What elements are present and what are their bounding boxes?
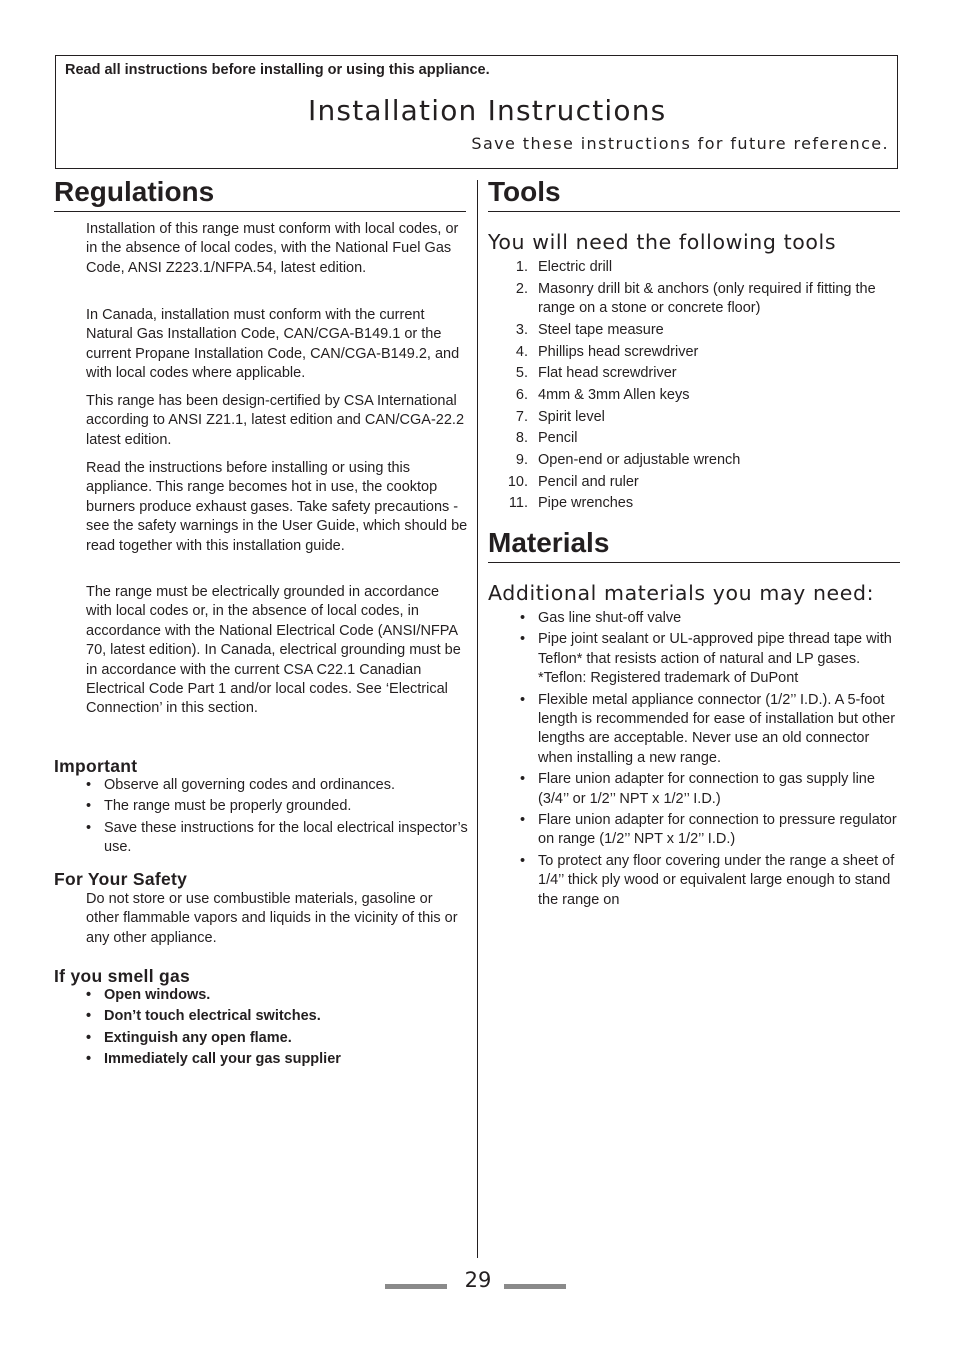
regulations-paragraph: Read the instructions before installing or using this appliance. This range becomes hot in use, the cooktop burners produce exhaust gases. Take safety precautions - see the safety warnings in the User Guide, which should be read together with this installation guide. bbox=[86, 460, 468, 554]
footer-bar-left bbox=[385, 1284, 447, 1289]
list-item: • Extinguish any open flame. bbox=[86, 1029, 468, 1048]
materials-title: Materials bbox=[488, 526, 900, 563]
list-item: • Flexible metal appliance connector (1/2’’ I.D.). A 5-foot length is recommended for ease of installation but other lengths are acceptable. Never use an old connector when installing a new range. bbox=[520, 691, 900, 769]
list-item: 5. Flat head screwdriver bbox=[515, 365, 677, 382]
page-number: 29 bbox=[464, 1268, 492, 1292]
list-item: • Observe all governing codes and ordinances. bbox=[86, 776, 468, 795]
regulations-paragraph: In Canada, installation must conform with the current Natural Gas Installation Code, CAN/CGA-B149.1 or the current Propane Installation Code, CAN/CGA-B149.2, and with local codes where applicable. bbox=[86, 307, 460, 382]
list-item: • The range must be properly grounded. bbox=[86, 797, 468, 816]
tools-list bbox=[488, 258, 898, 516]
regulations-title: Regulations bbox=[54, 175, 466, 212]
safety-text: Do not store or use combustible materials, gasoline or other flammable vapors and liquids in the vicinity of this or any other appliance. bbox=[86, 891, 458, 946]
list-item: 9. Open-end or adjustable wrench bbox=[515, 452, 741, 469]
list-item: • Gas line shut-off valve bbox=[520, 609, 900, 628]
header-warning: Read all instructions before installing or using this appliance. bbox=[65, 62, 490, 78]
save-note: Save these instructions for future reference. bbox=[471, 134, 889, 153]
column-divider bbox=[477, 180, 478, 1258]
materials-list bbox=[520, 609, 900, 912]
page-title: Installation Instructions bbox=[308, 94, 667, 127]
list-item: 11. Pipe wrenches bbox=[508, 495, 634, 512]
list-item: • Don’t touch electrical switches. bbox=[86, 1007, 468, 1026]
tools-subheading: You will need the following tools bbox=[488, 230, 837, 254]
list-item: • Flare union adapter for connection to pressure regulator on range (1/2’’ NPT x 1/2’’ I.D.) bbox=[520, 811, 900, 850]
regulations-paragraph: This range has been design-certified by CSA International according to ANSI Z21.1, latest edition and CAN/CGA-22.2 latest edition. bbox=[86, 393, 465, 448]
tools-title: Tools bbox=[488, 175, 900, 212]
list-item: 2. Masonry drill bit & anchors (only required if fitting the range on a stone or concrete floor) bbox=[515, 280, 876, 317]
regulations-paragraph: Installation of this range must conform with local codes, or in the absence of local codes, with the National Fuel Gas Code, ANSI Z223.1/NFPA.54, latest edition. bbox=[86, 221, 459, 276]
safety-heading: For Your Safety bbox=[54, 869, 188, 889]
gas-heading: If you smell gas bbox=[54, 966, 191, 986]
list-item: • Save these instructions for the local electrical inspector’s use. bbox=[86, 819, 468, 858]
list-item: • To protect any floor covering under the range a sheet of 1/4’’ thick ply wood or equivalent large enough to stand the range on bbox=[520, 852, 900, 910]
list-item: 6. 4mm & 3mm Allen keys bbox=[515, 386, 690, 403]
regulations-paragraph: The range must be electrically grounded in accordance with local codes or, in the absence of local codes, in accordance with the National Electrical Code (ANSI/NFPA 70, latest edition). In Canada, electrical grounding must be in accordance with the current CSA C22.1 Canadian Electrical Code Part 1 and/or local codes. See ‘Electrical Connection’ in this section. bbox=[86, 584, 461, 717]
important-heading: Important bbox=[54, 756, 138, 776]
list-item: • Pipe joint sealant or UL-approved pipe thread tape with Teflon* that resists action of natural and LP gases. *Teflon: Registered trademark of DuPont bbox=[520, 630, 900, 688]
materials-subheading: Additional materials you may need: bbox=[488, 581, 875, 605]
important-list bbox=[86, 776, 468, 860]
gas-list bbox=[86, 986, 468, 1072]
list-item: 3. Steel tape measure bbox=[515, 321, 664, 338]
list-item: 4. Phillips head screwdriver bbox=[515, 343, 699, 360]
list-item: 1. Electric drill bbox=[515, 259, 613, 275]
header-box bbox=[55, 55, 898, 169]
list-item: • Flare union adapter for connection to gas supply line (3/4’’ or 1/2’’ NPT x 1/2’’ I.D.) bbox=[520, 770, 900, 809]
list-item: • Open windows. bbox=[86, 986, 468, 1005]
list-item: 8. Pencil bbox=[515, 430, 578, 447]
list-item: 7. Spirit level bbox=[515, 408, 605, 425]
footer-bar-right bbox=[504, 1284, 566, 1289]
list-item: 10. Pencil and ruler bbox=[507, 473, 639, 490]
list-item: • Immediately call your gas supplier bbox=[86, 1050, 468, 1069]
